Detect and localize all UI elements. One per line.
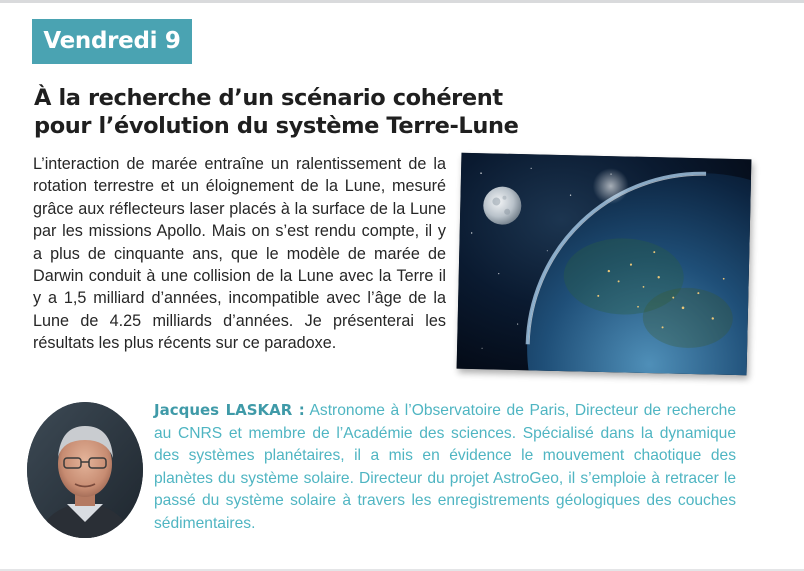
page-top-rule <box>0 0 804 3</box>
day-badge: Vendredi 9 <box>32 19 192 64</box>
speaker-name: Jacques LASKAR : <box>154 401 305 419</box>
earth-moon-space-image <box>457 153 752 376</box>
speaker-photo-illustration <box>27 402 143 538</box>
talk-title-line-1: À la recherche d’un scénario cohérent <box>34 85 503 111</box>
talk-title <box>34 84 594 140</box>
talk-title-line-2: pour l’évolution du système Terre-Lune <box>34 113 519 139</box>
speaker-bio <box>154 399 736 536</box>
earth-moon-illustration <box>457 153 752 376</box>
speaker-portrait <box>27 402 143 538</box>
talk-abstract: L’interaction de marée entraîne un ralentissement de la rotation terrestre et un éloignement de la Lune, mesuré grâce aux réflecteurs laser placés à la surface de la Lune par les missions Apollo. Mais on s’est rendu compte, il y a plus de cinquante ans, que le modèle de marée de Darwin conduit à une collision de la Lune avec la Terre il y a 1,5 milliard d’années, incompatible avec l’âge de la Lune de 4.25 milliards d’années. Je présenterai les résultats les plus récents sur ce paradoxe. <box>33 155 446 353</box>
speaker-bio-text: Astronome à l’Observatoire de Paris, Directeur de recherche au CNRS et membre de l’Académie des sciences. Spécialisé dans la dynamique des systèmes planétaires, il a mis en évidence le mouvement chaotique des planètes du système solaire. Directeur du projet AstroGeo, il s’emploie à retracer le passé du système solaire à travers les enregistrements géologiques des couches sédimentaires. <box>154 402 736 532</box>
